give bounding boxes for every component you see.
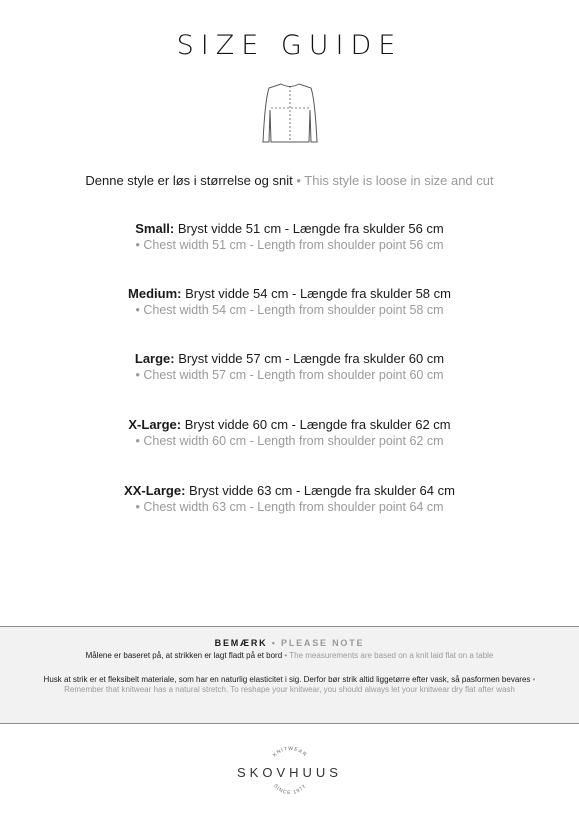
size-da: Bryst vidde 60 cm - Længde fra skulder 62 cm (181, 417, 451, 432)
size-da: Bryst vidde 54 cm - Længde fra skulder 58 cm (181, 286, 451, 301)
note-line-2-da: Husk at strik er et fleksibelt materiale, som har en naturlig elasticitet i sig. Derfor bør strik altid liggetørre efter vask, så pasformen bevares (43, 675, 531, 684)
size-en: • Chest width 57 cm - Length from shoulder point 60 cm (135, 368, 444, 382)
page-title: SIZE GUIDE (176, 30, 403, 61)
note-heading-en: • PLEASE NOTE (267, 638, 365, 648)
svg-text:KNITWEAR (272, 746, 308, 759)
note-line-1-da: Målene er baseret på, at strikken er lagt fladt på et bord (85, 651, 283, 660)
note-line-1-en: • The measurements are based on a knit laid flat on a table (282, 651, 494, 660)
size-da: Bryst vidde 57 cm - Længde fra skulder 60 cm (174, 351, 445, 366)
size-medium (0, 286, 579, 318)
size-xx-large (0, 483, 579, 515)
svg-text:SINCE 1972 (272, 783, 308, 796)
size-label: Large: (134, 351, 175, 366)
size-small (0, 221, 579, 253)
size-large (0, 351, 579, 383)
size-da: Bryst vidde 51 cm - Længde fra skulder 56 cm (174, 221, 444, 236)
sweater-icon (255, 80, 325, 150)
size-label: Medium: (128, 286, 182, 301)
fit-separator: • (292, 173, 305, 188)
note-heading (0, 638, 579, 648)
size-label: XX-Large: (124, 483, 186, 498)
size-en: • Chest width 54 cm - Length from shoulder point 58 cm (135, 303, 444, 317)
brand-name: SKOVHUUS (237, 765, 342, 780)
fit-en: This style is loose in size and cut (304, 173, 494, 188)
note-line-1 (40, 651, 539, 661)
note-line-2 (40, 675, 539, 695)
note-heading-da: BEMÆRK (214, 638, 268, 648)
logo-arc-top: KNITWEAR (271, 745, 309, 759)
divider-top (0, 626, 579, 627)
size-label: Small: (135, 221, 175, 236)
divider-bottom (0, 723, 579, 724)
size-da: Bryst vidde 63 cm - Længde fra skulder 64 cm (185, 483, 455, 498)
size-label: X-Large: (128, 417, 182, 432)
size-en: • Chest width 60 cm - Length from shoulder point 62 cm (135, 434, 444, 448)
fit-da: Denne style er løs i størrelse og snit (85, 173, 293, 188)
logo-arc-bottom: SINCE 1972 (272, 783, 308, 797)
size-x-large (0, 417, 579, 449)
note-line-2-en: • Remember that knitwear has a natural stretch. To reshape your knitwear, you should always let your knitwear dry flat after wash (64, 675, 536, 694)
fit-description (0, 173, 579, 188)
size-en: • Chest width 51 cm - Length from shoulder point 56 cm (135, 238, 444, 252)
size-en: • Chest width 63 cm - Length from shoulder point 64 cm (135, 500, 444, 514)
